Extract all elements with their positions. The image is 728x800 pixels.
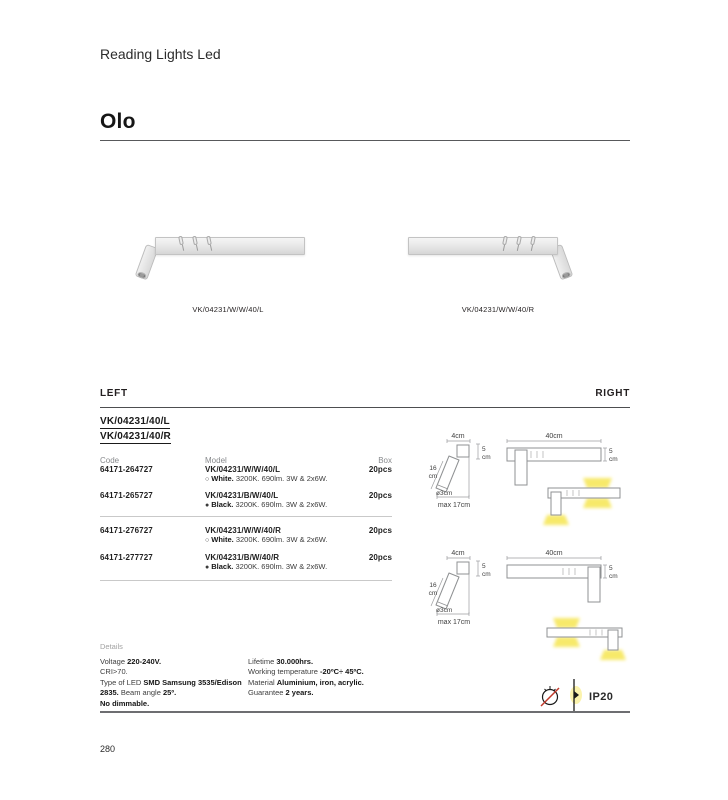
spot-light-beam — [600, 650, 626, 660]
row-box: 20pcs — [368, 526, 392, 535]
right-label: RIGHT — [595, 388, 630, 399]
color-swatch-white: ○ — [205, 537, 210, 544]
dimension-diagram-left — [428, 425, 633, 537]
row-code: 64171-277727 — [100, 553, 153, 562]
details-column-right — [248, 657, 398, 699]
spot-lens — [561, 271, 572, 280]
front-view — [507, 565, 601, 602]
category-title: Reading Lights Led — [100, 46, 221, 62]
beam-illustration — [547, 618, 626, 660]
detail-line: 2835. Beam angle 25º. — [100, 688, 177, 698]
detail-line: Material Aluminium, iron, acrylic. — [248, 677, 364, 687]
page-number: 280 — [100, 744, 116, 754]
side-view — [436, 445, 469, 492]
dim-label: cm — [609, 456, 618, 463]
lamp-bar — [155, 237, 305, 255]
dimension-diagram-right — [428, 542, 633, 670]
dim-label: 16 — [429, 582, 437, 589]
row-model: VK/04231/W/W/40/L — [205, 465, 281, 474]
row-spec: ● Black. 3200K. 690lm. 3W & 2x6W. — [205, 500, 328, 509]
dim-label: ø3cm — [436, 607, 453, 614]
title-divider — [100, 140, 630, 141]
model-link-left[interactable]: VK/04231/40/L — [100, 416, 170, 427]
product-code-right: VK/04231/W/W/40/R — [461, 305, 535, 314]
detail-line: No dimmable. — [100, 698, 150, 708]
row-spec: ○ White. 3200K. 690lm. 3W & 2x6W. — [205, 535, 328, 544]
no-dimmable-icon — [539, 682, 562, 709]
dim-label: cm — [482, 571, 491, 578]
ip-rating: IP20 — [589, 691, 614, 703]
dim-label: 5 — [482, 563, 486, 570]
detail-line: Guarantee 2 years. — [248, 688, 314, 698]
dim-label: cm — [428, 590, 438, 597]
dim-label: 5 — [609, 565, 613, 572]
row-model: VK/04231/B/W/40/L — [205, 491, 279, 500]
row-spec: ● Black. 3200K. 690lm. 3W & 2x6W. — [205, 562, 328, 571]
product-code-left: VK/04231/W/W/40/L — [192, 305, 264, 314]
spot-lens — [137, 271, 148, 280]
side-band — [100, 388, 630, 399]
spot-light-beam — [543, 515, 569, 525]
dim-label: 40cm — [545, 550, 563, 557]
detail-line: Type of LED SMD Samsung 3535/Edison — [100, 677, 242, 687]
row-divider — [100, 516, 392, 517]
detail-line: Lifetime 30.000hrs. — [248, 657, 314, 666]
up-light-beam — [583, 478, 612, 488]
row-model: VK/04231/B/W/40/R — [205, 553, 280, 562]
row-box: 20pcs — [368, 491, 392, 500]
dim-label: 5 — [482, 446, 486, 453]
down-light-beam — [583, 498, 612, 508]
dim-label: 16 — [429, 465, 437, 472]
bottom-divider — [100, 711, 630, 713]
row-box: 20pcs — [368, 465, 392, 474]
left-label: LEFT — [100, 388, 128, 399]
direct-light-icon — [567, 677, 583, 714]
product-photo-right — [398, 218, 598, 314]
details-column-left — [100, 657, 250, 709]
dim-label: cm — [428, 473, 438, 480]
down-light-beam — [553, 637, 580, 647]
model-link-right[interactable]: VK/04231/40/R — [100, 431, 171, 442]
color-swatch-black: ● — [205, 564, 210, 571]
dim-label: 40cm — [545, 433, 563, 440]
up-light-beam — [553, 618, 580, 628]
row-divider — [100, 580, 392, 581]
col-header-model: Model — [205, 456, 227, 465]
dim-label: max 17cm — [437, 502, 471, 509]
color-swatch-black: ● — [205, 502, 210, 509]
col-header-code: Code — [100, 456, 120, 465]
row-code: 64171-265727 — [100, 491, 153, 500]
product-photo-left — [128, 218, 328, 314]
band-divider — [100, 407, 630, 408]
detail-line: Working temperature -20ºC÷ 45ºC. — [248, 667, 364, 677]
col-header-box: Box — [378, 456, 392, 465]
dim-label: ø3cm — [436, 490, 453, 497]
detail-line: Voltage 220-240V. — [100, 657, 162, 666]
row-code: 64171-276727 — [100, 526, 153, 535]
dim-label: max 17cm — [437, 619, 471, 626]
dim-label: 4cm — [451, 550, 465, 557]
beam-illustration — [543, 478, 620, 525]
detail-line: CRI>70. — [100, 667, 128, 677]
dim-label: cm — [482, 454, 491, 461]
dim-label: 4cm — [451, 433, 465, 440]
page-title: Olo — [100, 110, 136, 133]
dim-label: 5 — [609, 448, 613, 455]
dim-label: cm — [609, 573, 618, 580]
row-box: 20pcs — [368, 553, 392, 562]
row-code: 64171-264727 — [100, 465, 153, 474]
row-spec: ○ White. 3200K. 690lm. 3W & 2x6W. — [205, 474, 328, 483]
details-label: Details — [100, 642, 123, 651]
side-view — [436, 562, 469, 609]
row-model: VK/04231/W/W/40/R — [205, 526, 281, 535]
color-swatch-white: ○ — [205, 476, 210, 483]
lamp-bar — [408, 237, 558, 255]
